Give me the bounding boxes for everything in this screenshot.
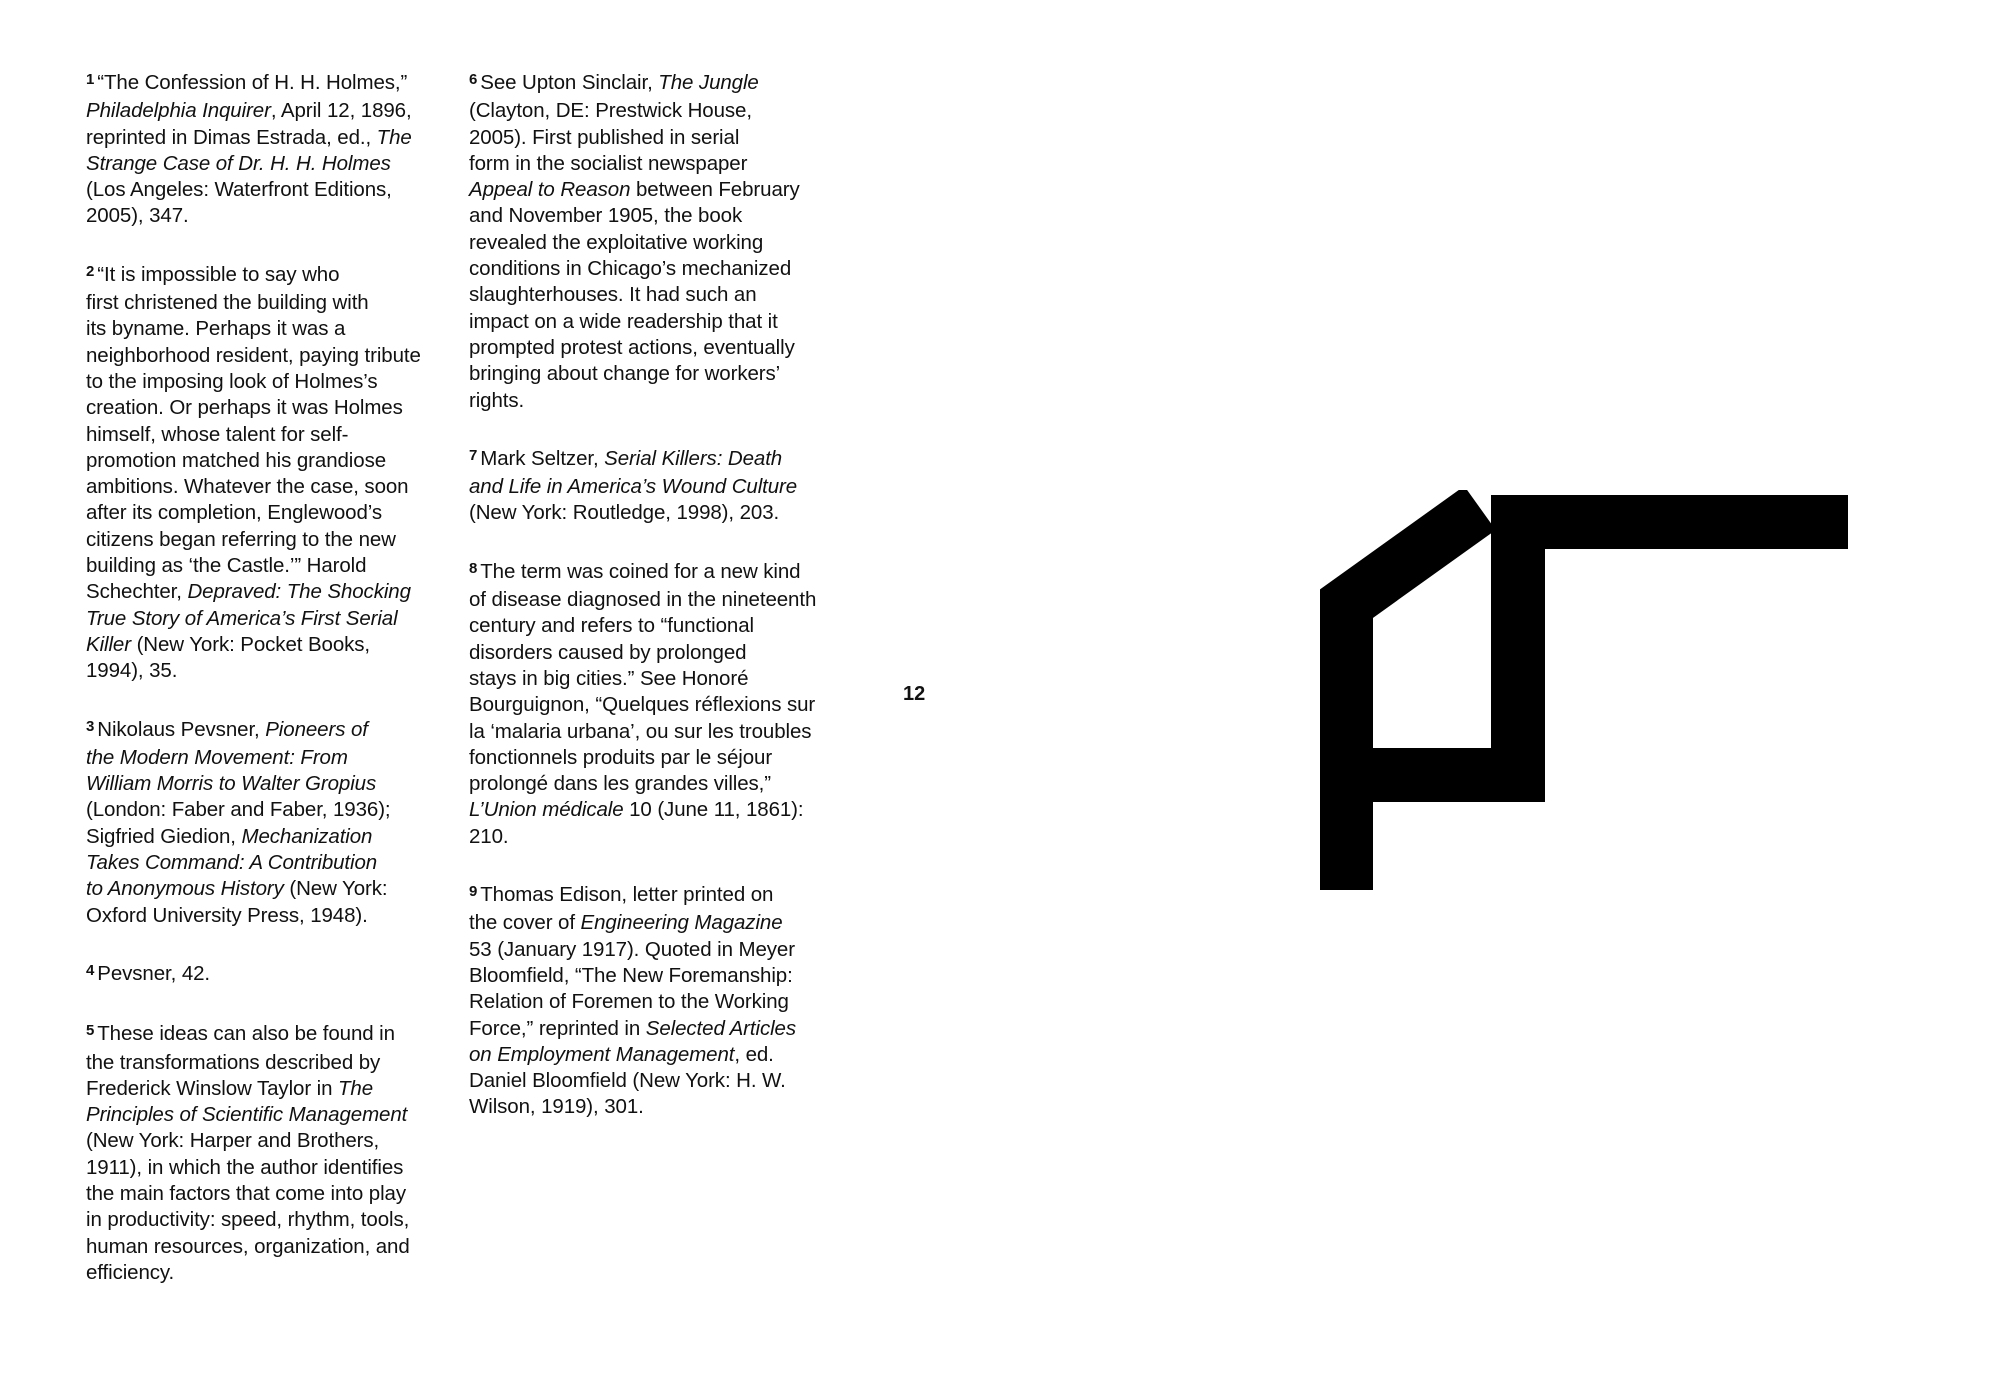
footnote-line [86,903,446,929]
footnote-text: 10 (June 11, 1861): [623,798,804,822]
footnote-number: 7 [469,446,478,464]
footnote-line [86,343,446,369]
italic-title-text: The [376,125,412,149]
footnote-line [86,125,446,151]
footnote-text: prolongé dans les grandes villes,” [469,772,771,796]
footnote-line [86,1076,446,1102]
footnote-line [86,1102,446,1128]
footnote-text: Nikolaus Pevsner, [97,717,266,741]
footnote-line [86,527,446,553]
footnote-text: reprinted in Dimas Estrada, ed., [86,125,377,149]
footnote-line [469,70,839,98]
italic-title-text: Appeal to Reason [469,178,631,202]
italic-title-text: L’Union médicale [469,798,624,822]
footnotes-middle-column [469,70,839,1153]
footnote-text: Daniel Bloomfield (New York: H. W. [469,1069,786,1093]
footnote-line [469,282,839,308]
footnote-line [86,1155,446,1181]
footnote-line [86,151,446,177]
footnote-line [469,559,839,587]
footnote-text: These ideas can also be found in [97,1022,395,1046]
footnote-line [86,553,446,579]
footnote-text: prompted protest actions, eventually [469,335,795,359]
footnote-text: between February [630,178,800,202]
footnote-line [469,335,839,361]
footnote-line [469,309,839,335]
footnote-line [86,579,446,605]
footnote-line [86,316,446,342]
footnote-text: Thomas Edison, letter printed on [480,883,774,907]
footnote-line [86,177,446,203]
footnote-line [469,1016,839,1042]
footnote-line [469,177,839,203]
footnote-text: Frederick Winslow Taylor in [86,1076,338,1100]
footnote-line [86,290,446,316]
footnote-text: building as ‘the Castle.’” Harold [86,554,367,578]
footnote-text: citizens began referring to the new [86,527,396,551]
footnote-text: Bloomfield, “The New Foremanship: [469,963,793,987]
footnote-text: Mark Seltzer, [480,446,605,470]
footnote-line [86,658,446,684]
footnote-text: 210. [469,824,509,848]
footnote-line [469,446,839,474]
italic-title-text: on Employment Management [469,1042,735,1066]
footnote-text: “The Confession of H. H. Holmes,” [97,71,408,94]
italic-title-text: Takes Command: A Contribution [86,851,378,875]
footnote-text: (New York: [283,877,388,901]
footnote-text: revealed the exploitative working [469,230,764,254]
italic-title-text: Engineering Magazine [580,911,783,935]
footnote-text: slaughterhouses. It had such an [469,283,757,307]
footnote-text: stays in big cities.” See Honoré [469,666,749,690]
footnote-line [469,910,839,936]
footnote-text: after its completion, Englewood’s [86,501,383,525]
footnote-text: the main factors that come into play [86,1181,407,1205]
footnote-8 [469,559,839,850]
footnote-text: (Los Angeles: Waterfront Editions, [86,178,392,202]
footnote-text: Bourguignon, “Quelques réflexions sur [469,693,816,717]
footnote-line [469,937,839,963]
footnote-line [469,151,839,177]
footnote-text: Wilson, 1919), 301. [469,1095,644,1119]
footnote-line [469,797,839,823]
footnotes-left-column [86,70,446,1318]
footnote-line [86,70,446,98]
footnote-text: 2005). First published in serial [469,125,740,149]
footnote-text: bringing about change for workers’ [469,362,781,386]
footnote-5 [86,1021,446,1286]
footnote-line [86,771,446,797]
footnote-line [86,745,446,771]
footnote-number: 1 [86,71,95,88]
footnote-line [469,230,839,256]
footnote-line [469,666,839,692]
footnote-text: the cover of [469,911,581,935]
footnote-line [86,395,446,421]
footnote-text: (New York: Pocket Books, [130,632,371,656]
footnote-text: , ed. [734,1042,774,1066]
footnote-line [469,963,839,989]
footnote-line [469,1094,839,1120]
footnote-text: Sigfried Giedion, [86,824,242,848]
footnote-text: impact on a wide readership that it [469,309,778,333]
footnote-line [86,203,446,229]
italic-title-text: The Jungle [658,71,759,94]
footnote-7 [469,446,839,527]
footnote-text: century and refers to “functional [469,614,754,638]
footnote-line [469,98,839,124]
footnote-9 [469,882,839,1121]
footnote-line [86,1128,446,1154]
footnote-line [469,692,839,718]
footnote-text: Force,” reprinted in [469,1016,646,1040]
footnote-text: The term was coined for a new kind [480,559,801,583]
footnote-number: 4 [86,961,95,979]
footnote-number: 3 [86,717,95,735]
footnote-text: first christened the building with [86,291,369,315]
italic-title-text: William Morris to Walter Gropius [86,772,377,796]
italic-title-text: Philadelphia Inquirer [86,99,271,123]
footnote-text: rights. [469,388,525,412]
footnote-line [86,474,446,500]
italic-title-text: Principles of Scientific Management [86,1103,408,1127]
footnote-text: disorders caused by prolonged [469,640,747,664]
footnote-line [86,717,446,745]
italic-title-text: to Anonymous History [86,877,284,901]
footnote-text: (Clayton, DE: Prestwick House, [469,99,752,123]
footnote-text: the transformations described by [86,1050,381,1074]
footnote-text: promotion matched his grandiose [86,448,387,472]
footnote-text: form in the socialist newspaper [469,151,748,175]
footnote-number: 5 [86,1022,95,1040]
footnote-line [469,882,839,910]
footnote-line [86,1021,446,1049]
footnote-number: 6 [469,71,478,88]
footnote-text: its byname. Perhaps it was a [86,317,346,341]
footnote-text: creation. Or perhaps it was Holmes [86,396,403,420]
footnote-line [86,1260,446,1286]
footnote-text: 53 (January 1917). Quoted in Meyer [469,937,795,961]
italic-title-text: The [338,1076,374,1100]
footnote-line [469,719,839,745]
footnote-line [469,587,839,613]
italic-title-text: Selected Articles [645,1016,796,1040]
footnote-text: efficiency. [86,1260,175,1284]
footnote-number: 8 [469,559,478,577]
footnote-text: neighborhood resident, paying tribute [86,343,421,367]
footnote-line [86,262,446,290]
footnote-number: 9 [469,883,478,901]
footnote-text: in productivity: speed, rhythm, tools, [86,1208,410,1232]
footnote-line [86,369,446,395]
footnote-line [469,989,839,1015]
italic-title-text: Strange Case of Dr. H. H. Holmes [86,151,391,175]
italic-title-text: and Life in America’s Wound Culture [469,475,798,499]
footnote-line [86,632,446,658]
footnote-line [86,850,446,876]
page-number: 12 [903,683,926,705]
footnote-line [86,500,446,526]
footnote-text: Schechter, [86,580,188,604]
footnote-text: (New York: Harper and Brothers, [86,1129,380,1153]
footnote-line [469,256,839,282]
footnote-line [86,448,446,474]
footnote-text: and November 1905, the book [469,204,743,228]
footnote-text: , April 12, 1896, [270,99,412,123]
footnote-text: Relation of Foremen to the Working [469,990,789,1014]
footnote-text: 1994), 35. [86,659,178,683]
footnote-line [86,876,446,902]
footnote-line [469,1042,839,1068]
footnote-text: human resources, organization, and [86,1234,410,1258]
footnote-1 [86,70,446,230]
footnote-line [469,745,839,771]
footnote-line [469,474,839,500]
footnote-text: (New York: Routledge, 1998), 203. [469,501,780,525]
footnote-text: la ‘malaria urbana’, ou sur les troubles [469,719,812,743]
footnote-text: Pevsner, 42. [97,961,211,985]
footnote-text: (London: Faber and Faber, 1936); [86,798,391,822]
footnote-text: Oxford University Press, 1948). [86,903,368,927]
footnote-line [469,1068,839,1094]
footnote-line [469,203,839,229]
footnote-number: 2 [86,262,95,280]
footnote-line [86,797,446,823]
footnote-text: 2005), 347. [86,204,189,228]
castle-outline-mark-icon [1320,490,1880,900]
footnote-line [86,961,446,989]
footnote-text: conditions in Chicago’s mechanized [469,257,792,281]
italic-title-text: Serial Killers: Death [604,446,783,470]
footnote-line [469,824,839,850]
footnote-line [469,613,839,639]
italic-title-text: the Modern Movement: From [86,745,348,769]
italic-title-text: Pioneers of [265,717,368,741]
footnote-3 [86,717,446,929]
italic-title-text: Killer [86,632,131,656]
mark-stroke-left [1346,508,1480,890]
footnote-text: See Upton Sinclair, [480,71,659,94]
footnote-2 [86,262,446,685]
footnote-line [86,422,446,448]
footnote-line [86,824,446,850]
footnote-text: himself, whose talent for self- [86,422,349,446]
footnote-line [469,388,839,414]
footnote-4 [86,961,446,989]
footnote-line [86,1207,446,1233]
footnote-line [86,1050,446,1076]
footnote-text: to the imposing look of Holmes’s [86,369,378,393]
footnote-text: 1911), in which the author identifies [86,1155,404,1179]
footnote-line [469,125,839,151]
footnote-text: ambitions. Whatever the case, soon [86,475,409,499]
italic-title-text: Mechanization [241,824,373,848]
footnote-line [469,640,839,666]
footnote-line [469,361,839,387]
footnote-text: “It is impossible to say who [97,262,340,286]
footnote-line [86,1181,446,1207]
footnote-line [86,606,446,632]
italic-title-text: True Story of America’s First Serial [86,606,398,630]
footnote-line [86,1234,446,1260]
footnote-6 [469,70,839,414]
footnote-text: fonctionnels produits par le séjour [469,745,773,769]
footnote-line [469,771,839,797]
footnote-text: of disease diagnosed in the nineteenth [469,588,817,612]
footnote-line [86,98,446,124]
footnote-line [469,500,839,526]
italic-title-text: Depraved: The Shocking [187,580,411,604]
